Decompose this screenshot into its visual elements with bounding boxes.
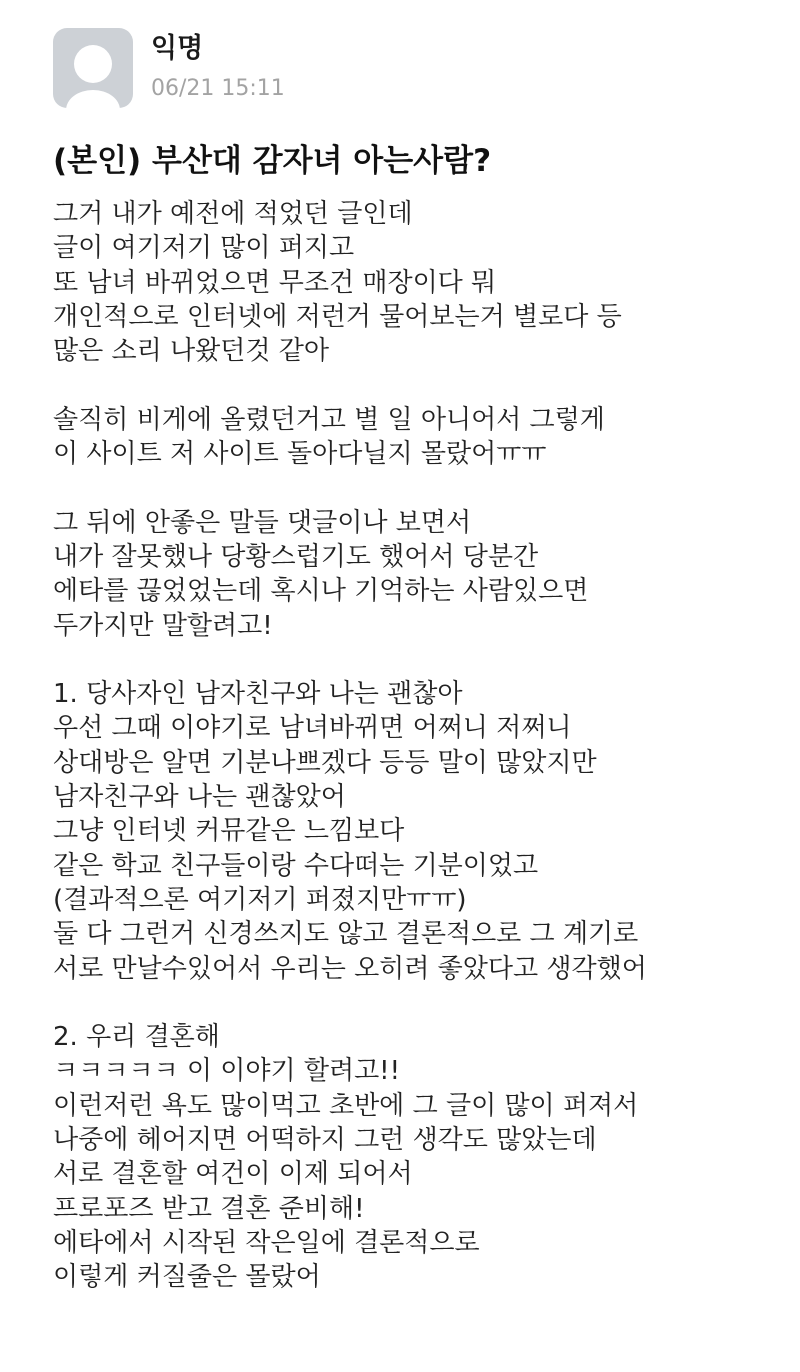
post-timestamp: 06/21 15:11	[151, 76, 285, 101]
post-body-line: 2. 우리 결혼해	[53, 1022, 220, 1053]
author-name: 익명	[151, 33, 204, 64]
post-body-line: 우선 그때 이야기로 남녀바뀌면 어쩌니 저쩌니	[53, 713, 572, 744]
post-body-line: 상대방은 알면 기분나쁘겠다 등등 말이 많았지만	[53, 747, 597, 778]
avatar-body	[66, 90, 120, 108]
post-body-line	[53, 986, 793, 1020]
post-body-line: 둘 다 그런거 신경쓰지도 않고 결론적으로 그 계기로	[53, 919, 639, 950]
post-body-line: 또 남녀 바뀌었으면 무조건 매장이다 뭐	[53, 267, 497, 298]
post-header	[53, 28, 285, 108]
post-body-line: 그냥 인터넷 커뮤같은 느낌보다	[53, 816, 405, 847]
post-body-line: 서로 만날수있어서 우리는 오히려 좋았다고 생각했어	[53, 953, 647, 984]
post-body-line: 글이 여기저기 많이 퍼지고	[53, 233, 355, 264]
post-body-line	[53, 368, 793, 402]
post-body-line: 서로 결혼할 여건이 이제 되어서	[53, 1159, 413, 1190]
post-body-line: 내가 잘못했나 당황스럽기도 했어서 당분간	[53, 541, 539, 572]
post-body-line: 이 사이트 저 사이트 돌아다닐지 몰랐어ㅠㅠ	[53, 439, 547, 470]
post-body-line	[53, 471, 793, 505]
post-body-line: 나중에 헤어지면 어떡하지 그런 생각도 많았는데	[53, 1125, 597, 1156]
post-title: (본인) 부산대 감자녀 아는사람?	[53, 143, 492, 179]
post-body-line: 그거 내가 예전에 적었던 글인데	[53, 199, 413, 229]
avatar-head	[74, 45, 112, 83]
post-body-line: 남자친구와 나는 괜찮았어	[53, 782, 346, 813]
post-body-line: 프로포즈 받고 결혼 준비해!	[53, 1193, 365, 1224]
post-meta	[151, 28, 285, 102]
post-body-line: 에타를 끊었었는데 혹시나 기억하는 사람있으면	[53, 576, 589, 607]
post-body-line: 두가지만 말할려고!	[53, 610, 273, 641]
post-body-line: 개인적으로 인터넷에 저런거 물어보는거 별로다 등	[53, 301, 622, 332]
post-body-line	[53, 643, 793, 677]
post-body-line: 이런저런 욕도 많이먹고 초반에 그 글이 많이 퍼져서	[53, 1090, 639, 1121]
post-body-line: (결과적으론 여기저기 퍼졌지만ㅠㅠ)	[53, 884, 467, 915]
anonymous-avatar-icon	[53, 28, 133, 108]
post-body-line: 같은 학교 친구들이랑 수다떠는 기분이었고	[53, 850, 539, 881]
post-body-line: 이렇게 커질줄은 몰랐어	[53, 1262, 321, 1293]
post-body-line: 많은 소리 나왔던것 같아	[53, 336, 329, 367]
post-body-line: 솔직히 비게에 올렸던거고 별 일 아니어서 그렇게	[53, 404, 605, 435]
post-body-line: 1. 당사자인 남자친구와 나는 괜찮아	[53, 679, 463, 710]
post-body	[53, 197, 793, 1295]
post-body-line: 그 뒤에 안좋은 말들 댓글이나 보면서	[53, 507, 472, 538]
post-body-line: 에타에서 시작된 작은일에 결론적으로	[53, 1227, 480, 1258]
post-body-line: ㅋㅋㅋㅋㅋ 이 이야기 할려고!!	[53, 1056, 401, 1087]
